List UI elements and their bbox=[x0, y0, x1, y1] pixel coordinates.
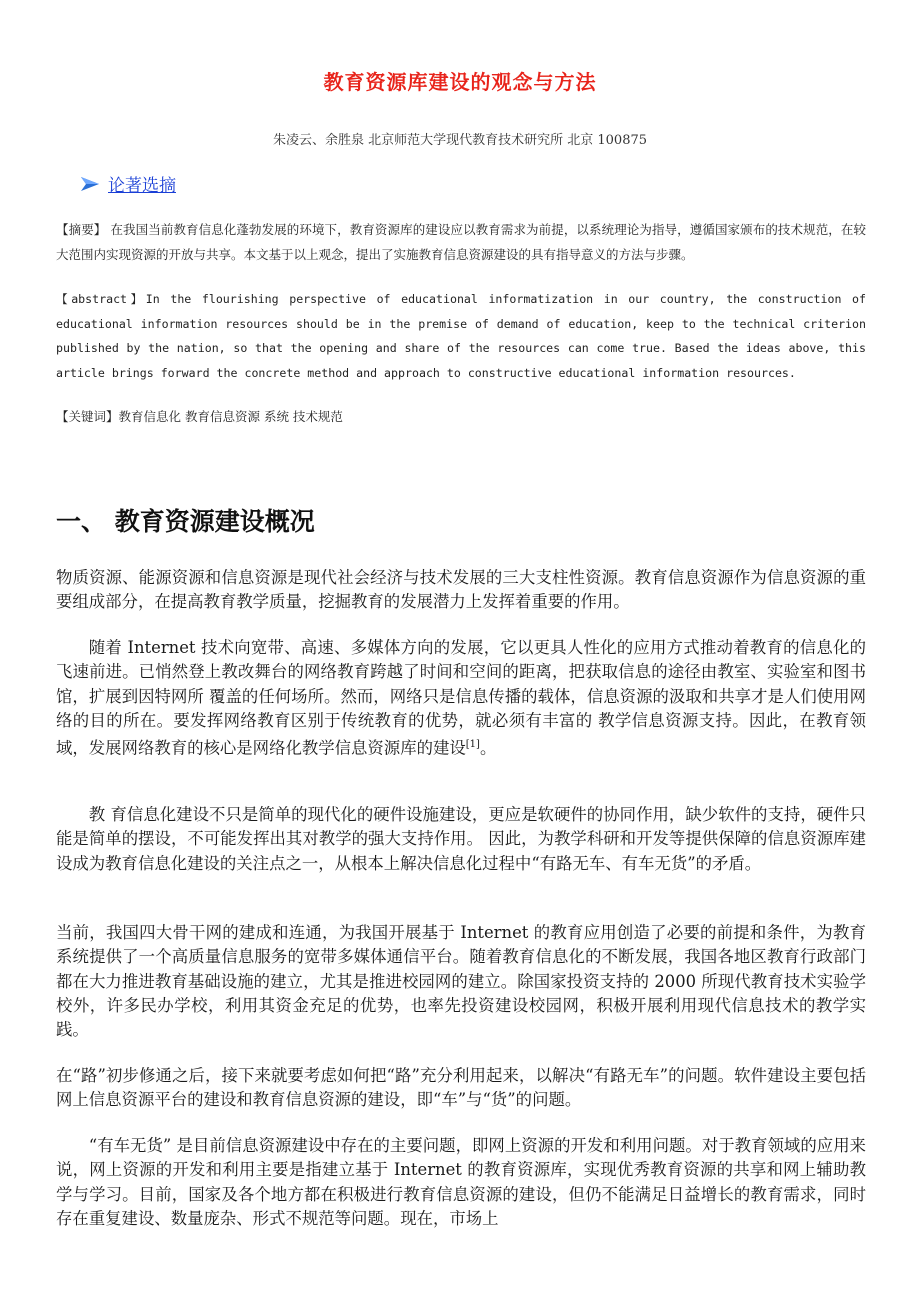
paragraph-2 bbox=[56, 636, 866, 761]
paragraph-2-text: 随着 Internet 技术向宽带、高速、多媒体方向的发展，它以更具人性化的应用方式推动着教育的信息化的飞速前进。已悄然登上教改舞台的网络教育跨越了时间和空间的距离，把获取信息的途径由教室、实验室和图书馆，扩展到因特网所 覆盖的任何场所。然而，网络只是信息传播的载体，信息资源的汲取和共享才是人们使用网络的目的所在。要发挥网络教育区别于传统教育的优势，就必须有丰富的 教学信息资源支持。因此，在教育领域，发展网络教育的核心是网络化教学信息资源库的建设 bbox=[56, 638, 866, 758]
section-heading-1: 一、 教育资源建设概况 bbox=[56, 507, 315, 536]
article-title: 教育资源库建设的观念与方法 bbox=[323, 70, 597, 94]
keywords: 【关键词】教育信息化 教育信息资源 系统 技术规范 bbox=[56, 409, 343, 424]
paragraph-5: 在“路”初步修通之后，接下来就要考虑如何把“路”充分利用起来，以解决“有路无车”的问题。软件建设主要包括网上信息资源平台的建设和教育信息资源的建设，即“车”与“货”的问题。 bbox=[56, 1066, 866, 1110]
citation-ref[interactable]: [1] bbox=[465, 739, 480, 751]
paragraph-3: 教 育信息化建设不只是简单的现代化的硬件设施建设，更应是软硬件的协同作用，缺少软件的支持，硬件只能是简单的摆设，不可能发挥出其对教学的强大支持作用。 因此，为教学科研和开发等提供保障的信息资源库建设成为教育信息化建设的关注点之一，从根本上解决信息化过程中“有路无车、有车无货”的矛盾。 bbox=[56, 805, 866, 873]
paragraph-6: “有车无货” 是目前信息资源建设中存在的主要问题，即网上资源的开发和利用问题。对于教育领域的应用来说，网上资源的开发和利用主要是指建立基于 Internet 的教育资源库，实现优秀教育资源的共享和网上辅助教学与学习。目前，国家及各个地方都在积极进行教育信息资源的建设，但仍不能满足日益增长的教育需求，同时存在重复建设、数量庞杂、形式不规范等问题。现在，市场上 bbox=[56, 1136, 866, 1228]
paragraph-2-end: 。 bbox=[479, 738, 497, 758]
paragraph-4: 当前，我国四大骨干网的建成和连通，为我国开展基于 Internet 的教育应用创造了必要的前提和条件，为教育系统提供了一个高质量信息服务的宽带多媒体通信平台。随着教育信息化的不断发展，我国各地区教育行政部门都在大力推进教育基础设施的建立，尤其是推进校园网的建立。除国家投资支持的 2000 所现代教育技术实验学校外，许多民办学校，利用其资金充足的优势，也率先投资建设校园网，积极开展利用现代信息技术的教学实践。 bbox=[56, 923, 866, 1040]
section-link[interactable]: 论著选摘 bbox=[108, 176, 176, 196]
abstract-en: 【abstract】In the flourishing perspective of educational informatization in our country, the construction of educational information resources should be in the premise of demand of education, keep to the technical criterion published by the nation, so that the opening and share of the resources can come true. Based the ideas above, this article brings forward the concrete method and approach to constructive educational information resources. bbox=[56, 292, 866, 380]
paragraph-1: 物质资源、能源资源和信息资源是现代社会经济与技术发展的三大支柱性资源。教育信息资源作为信息资源的重要组成部分，在提高教育教学质量，挖掘教育的发展潜力上发挥着重要的作用。 bbox=[56, 568, 866, 612]
abstract-cn: 【摘要】 在我国当前教育信息化蓬勃发展的环境下，教育资源库的建设应以教育需求为前提，以系统理论为指导，遵循国家颁布的技术规范，在较大范围内实现资源的开放与共享。本文基于以上观念，提出了实施教育信息资源建设的具有指导意义的方法与步骤。 bbox=[56, 222, 866, 262]
article-authors: 朱凌云、余胜泉 北京师范大学现代教育技术研究所 北京 100875 bbox=[272, 133, 648, 148]
section-link-row bbox=[80, 171, 176, 196]
arrow-right-icon bbox=[80, 176, 100, 192]
